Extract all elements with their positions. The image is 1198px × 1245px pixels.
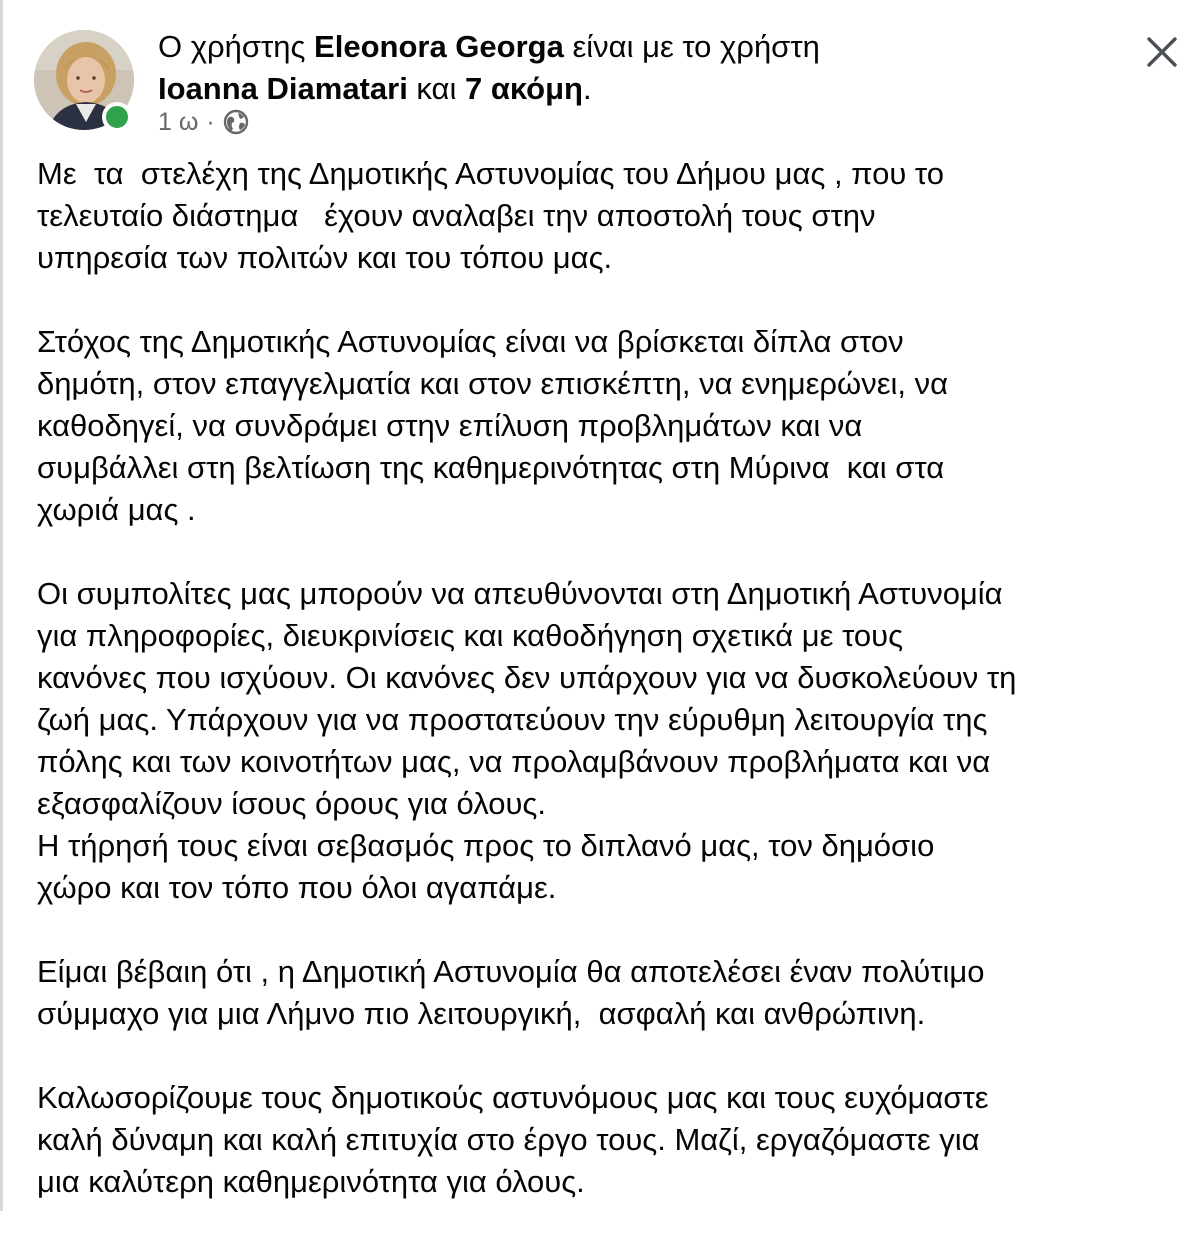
- post-text-line: χώρο και τον τόπο που όλοι αγαπάμε.: [37, 870, 557, 905]
- post-text-line: καλή δύναμη και καλή επιτυχία στο έργο τους. Μαζί, εργαζόμαστε για: [37, 1122, 980, 1157]
- header-prefix: Ο χρήστης: [158, 29, 315, 64]
- online-status-dot: [102, 102, 132, 132]
- paragraph-2: [37, 321, 1187, 531]
- paragraph-4: [37, 951, 1187, 1035]
- post-timestamp[interactable]: 1 ω: [158, 108, 199, 136]
- header-end: .: [582, 71, 592, 106]
- paragraph-3: [37, 573, 1187, 909]
- post-text-line: Η τήρησή τους είναι σεβασμός προς το διπλανό μας, τον δημόσιο: [37, 828, 935, 863]
- post-text-line: κανόνες που ισχύουν. Οι κανόνες δεν υπάρχουν για να δυσκολεύουν τη: [37, 660, 1017, 695]
- author-name-link[interactable]: Eleonora Georga: [314, 29, 564, 64]
- post-text-line: Είμαι βέβαιη ότι , η Δημοτική Αστυνομία θα αποτελέσει έναν πολύτιμο: [37, 954, 985, 989]
- close-button[interactable]: [1142, 32, 1182, 72]
- post-text-line: υπηρεσία των πολιτών και του τόπου μας.: [37, 240, 613, 275]
- others-link[interactable]: 7 ακόμη: [464, 71, 583, 106]
- tagged-user-link[interactable]: Ioanna Diamatari: [158, 71, 408, 106]
- header-line-2: [158, 68, 1078, 110]
- post-text-line: εξασφαλίζουν ίσους όρους για όλους.: [37, 786, 546, 821]
- post-text-line: μια καλύτερη καθημερινότητα για όλους.: [37, 1164, 585, 1199]
- post-header: [34, 26, 1164, 136]
- post-text-line: δημότη, στον επαγγελματία και στον επισκέπτη, να ενημερώνει, να: [37, 366, 949, 401]
- post-meta: [158, 106, 249, 138]
- header-line-1: [158, 26, 1078, 68]
- paragraph-5: [37, 1077, 1187, 1203]
- post-body: [37, 153, 1187, 1245]
- header-and: και: [407, 71, 465, 106]
- post-text-line: σύμμαχο για μια Λήμνο πιο λειτουργική, ασφαλή και ανθρώπινη.: [37, 996, 926, 1031]
- post-text-line: τελευταίο διάστημα έχουν αναλαβει την αποστολή τους στην: [37, 198, 876, 233]
- close-icon: [1142, 32, 1182, 72]
- globe-icon[interactable]: [223, 109, 249, 135]
- post-text-line: για πληροφορίες, διευκρινίσεις και καθοδήγηση σχετικά με τους: [37, 618, 904, 653]
- post-text-line: χωριά μας .: [37, 492, 196, 527]
- paragraph-1: [37, 153, 1187, 279]
- post-text-line: καθοδηγεί, να συνδράμει στην επίλυση προβλημάτων και να: [37, 408, 863, 443]
- post-header-text: [158, 26, 1078, 110]
- post-text-line: πόλης και των κοινοτήτων μας, να προλαμβάνουν προβλήματα και να: [37, 744, 991, 779]
- post-text-line: Οι συμπολίτες μας μπορούν να απευθύνονται στη Δημοτική Αστυνομία: [37, 576, 1003, 611]
- post-text-line: συμβάλλει στη βελτίωση της καθημερινότητας στη Μύρινα και στα: [37, 450, 945, 485]
- post-text-line: ζωή μας. Υπάρχουν για να προστατεύουν την εύρυθμη λειτουργία της: [37, 702, 988, 737]
- author-avatar[interactable]: [34, 30, 136, 132]
- meta-separator: ·: [206, 108, 215, 136]
- post-text-line: Καλωσορίζουμε τους δημοτικούς αστυνόμους μας και τους ευχόμαστε: [37, 1080, 989, 1115]
- header-middle: είναι με το χρήστη: [563, 29, 820, 64]
- post-text-line: Στόχος της Δημοτικής Αστυνομίας είναι να βρίσκεται δίπλα στον: [37, 324, 904, 359]
- post-text-line: Με τα στελέχη της Δημοτικής Αστυνομίας του Δήμου μας , που το: [37, 156, 944, 191]
